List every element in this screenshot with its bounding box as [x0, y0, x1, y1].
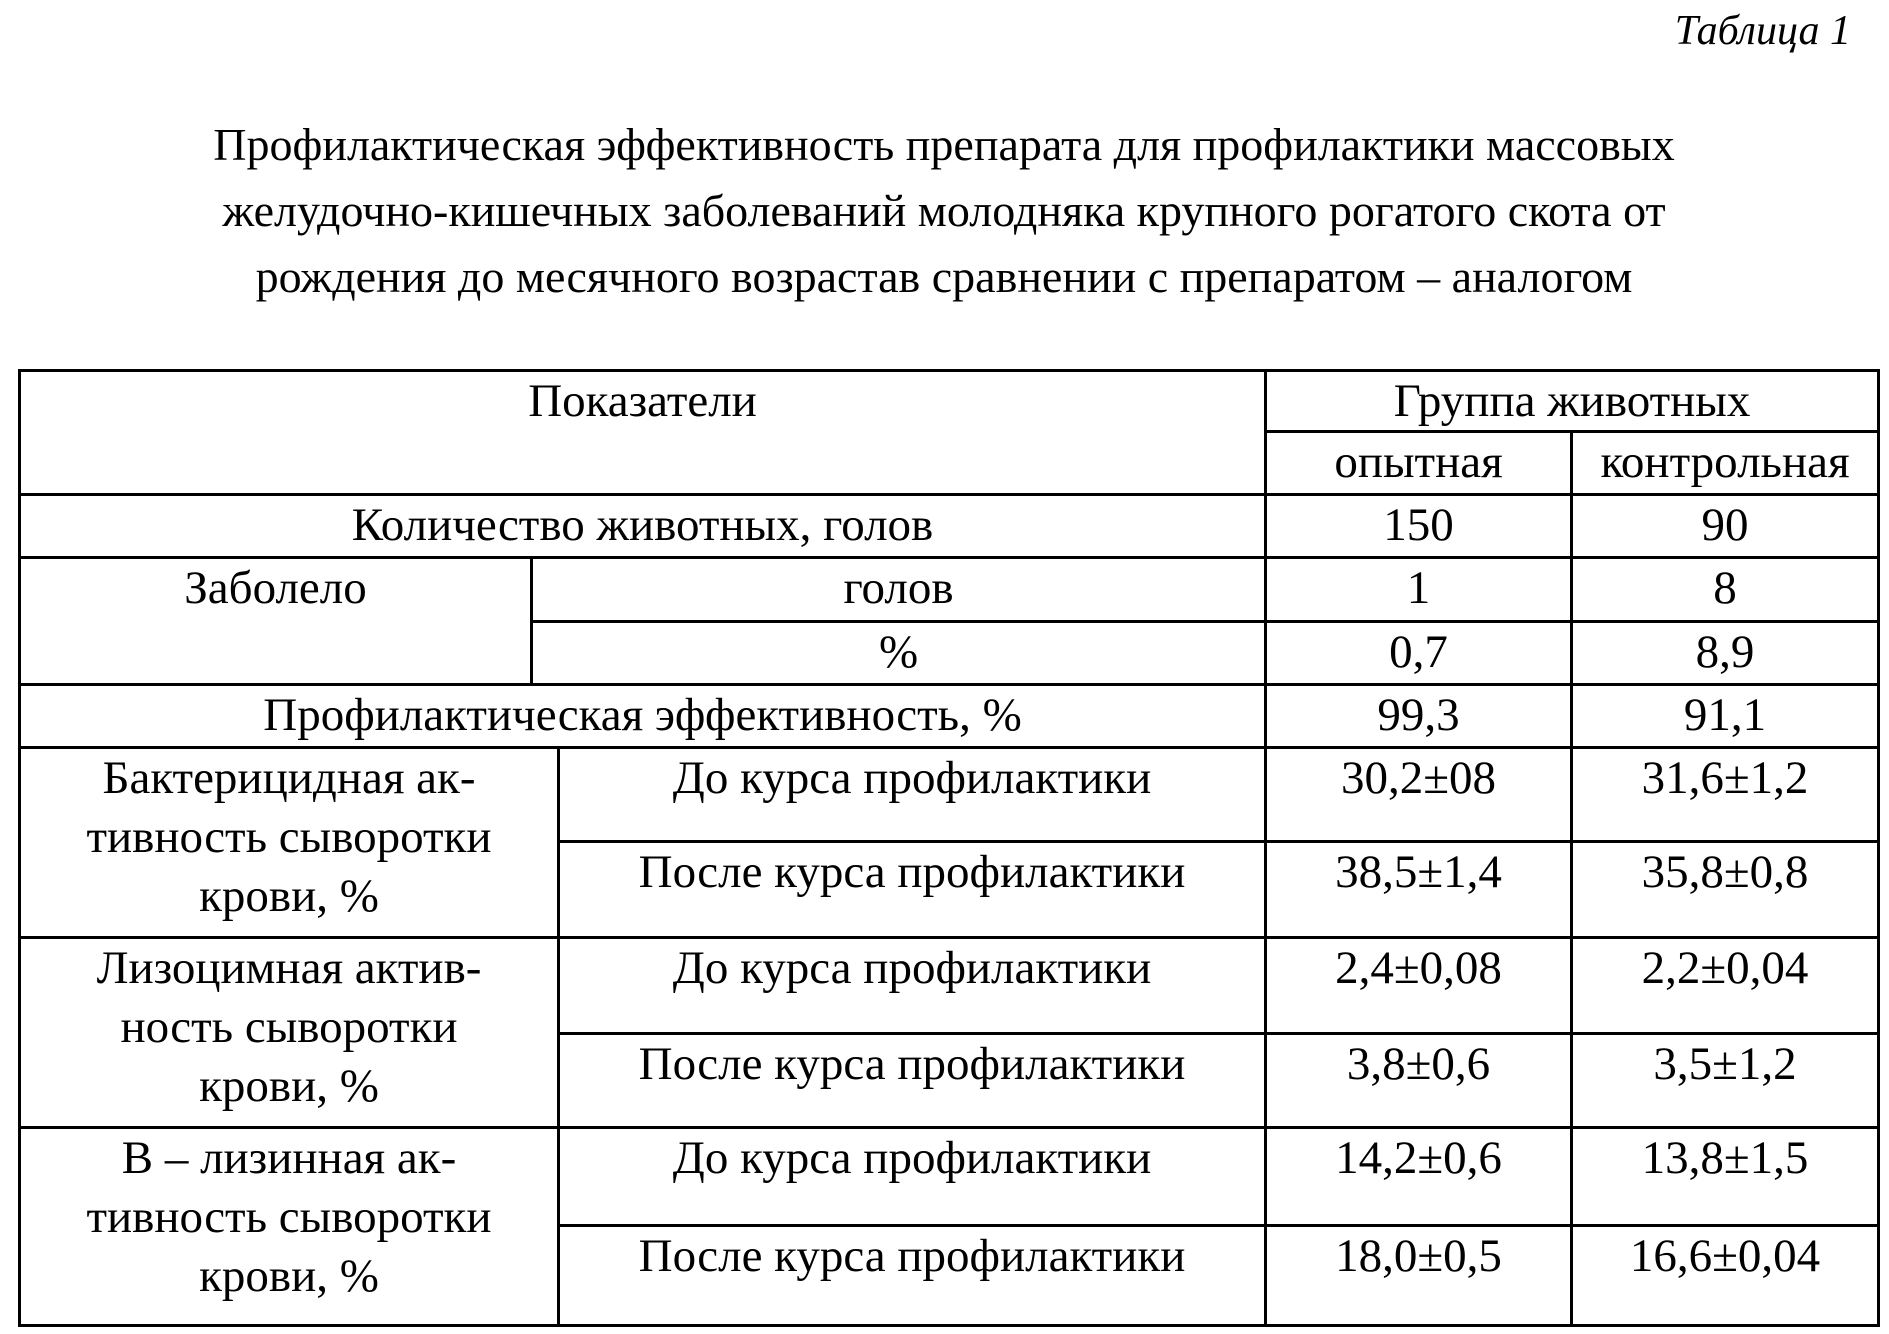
label-line: крови, %: [199, 1250, 379, 1302]
cell-efficiency-control: 91,1: [1572, 685, 1879, 748]
row-label-bactericidal-activity: [20, 748, 559, 938]
table-number-label: Таблица 1: [1674, 8, 1851, 54]
cell-bactericidal-before-experimental: 30,2±08: [1266, 748, 1572, 842]
label-line: Лизоцимная актив-: [96, 942, 482, 994]
label-line: крови, %: [199, 870, 379, 922]
caption-line: рождения до месячного возрастав сравнении с препаратом – аналогом: [255, 251, 1633, 302]
row-label-lysozyme-activity: [20, 938, 559, 1128]
stage-after-prophylaxis: После курса профилактики: [559, 1226, 1266, 1326]
sublabel-percent: %: [532, 622, 1266, 685]
cell-sick-percent-experimental: 0,7: [1266, 622, 1572, 685]
row-label-animal-count: Количество животных, голов: [20, 495, 1266, 558]
stage-before-prophylaxis: До курса профилактики: [559, 1128, 1266, 1226]
cell-sick-percent-control: 8,9: [1572, 622, 1879, 685]
stage-before-prophylaxis: До курса профилактики: [559, 748, 1266, 842]
header-indicators: Показатели: [20, 371, 1266, 495]
cell-sick-heads-control: 8: [1572, 558, 1879, 622]
stage-after-prophylaxis: После курса профилактики: [559, 1034, 1266, 1128]
row-label-beta-lysine-activity: [20, 1128, 559, 1326]
cell-lysozyme-before-control: 2,2±0,04: [1572, 938, 1879, 1034]
header-animal-group: Группа животных: [1266, 371, 1879, 432]
row-label-prophylactic-efficiency: Профилактическая эффективность, %: [20, 685, 1266, 748]
cell-count-control: 90: [1572, 495, 1879, 558]
cell-lysozyme-after-control: 3,5±1,2: [1572, 1034, 1879, 1128]
row-label-sick: Заболело: [20, 558, 532, 685]
header-control: контрольная: [1572, 432, 1879, 495]
label-line: В – лизинная ак-: [121, 1132, 457, 1184]
cell-bactericidal-after-experimental: 38,5±1,4: [1266, 842, 1572, 938]
cell-beta-lysine-after-experimental: 18,0±0,5: [1266, 1226, 1572, 1326]
cell-sick-heads-experimental: 1: [1266, 558, 1572, 622]
header-experimental: опытная: [1266, 432, 1572, 495]
cell-lysozyme-after-experimental: 3,8±0,6: [1266, 1034, 1572, 1128]
cell-beta-lysine-after-control: 16,6±0,04: [1572, 1226, 1879, 1326]
label-line: тивность сыворотки: [86, 811, 492, 863]
table-caption: [40, 112, 1848, 310]
data-table: [18, 369, 1880, 1327]
cell-bactericidal-after-control: 35,8±0,8: [1572, 842, 1879, 938]
cell-beta-lysine-before-control: 13,8±1,5: [1572, 1128, 1879, 1226]
cell-efficiency-experimental: 99,3: [1266, 685, 1572, 748]
sublabel-heads: голов: [532, 558, 1266, 622]
label-line: тивность сыворотки: [86, 1191, 492, 1243]
label-line: крови, %: [199, 1060, 379, 1112]
label-line: ность сыворотки: [120, 1001, 458, 1053]
cell-bactericidal-before-control: 31,6±1,2: [1572, 748, 1879, 842]
cell-count-experimental: 150: [1266, 495, 1572, 558]
caption-line: желудочно-кишечных заболеваний молодняка крупного рогатого скота от: [222, 185, 1666, 236]
cell-beta-lysine-before-experimental: 14,2±0,6: [1266, 1128, 1572, 1226]
caption-line: Профилактическая эффективность препарата для профилактики массовых: [213, 119, 1675, 170]
stage-after-prophylaxis: После курса профилактики: [559, 842, 1266, 938]
label-line: Бактерицидная ак-: [102, 752, 476, 804]
stage-before-prophylaxis: До курса профилактики: [559, 938, 1266, 1034]
cell-lysozyme-before-experimental: 2,4±0,08: [1266, 938, 1572, 1034]
